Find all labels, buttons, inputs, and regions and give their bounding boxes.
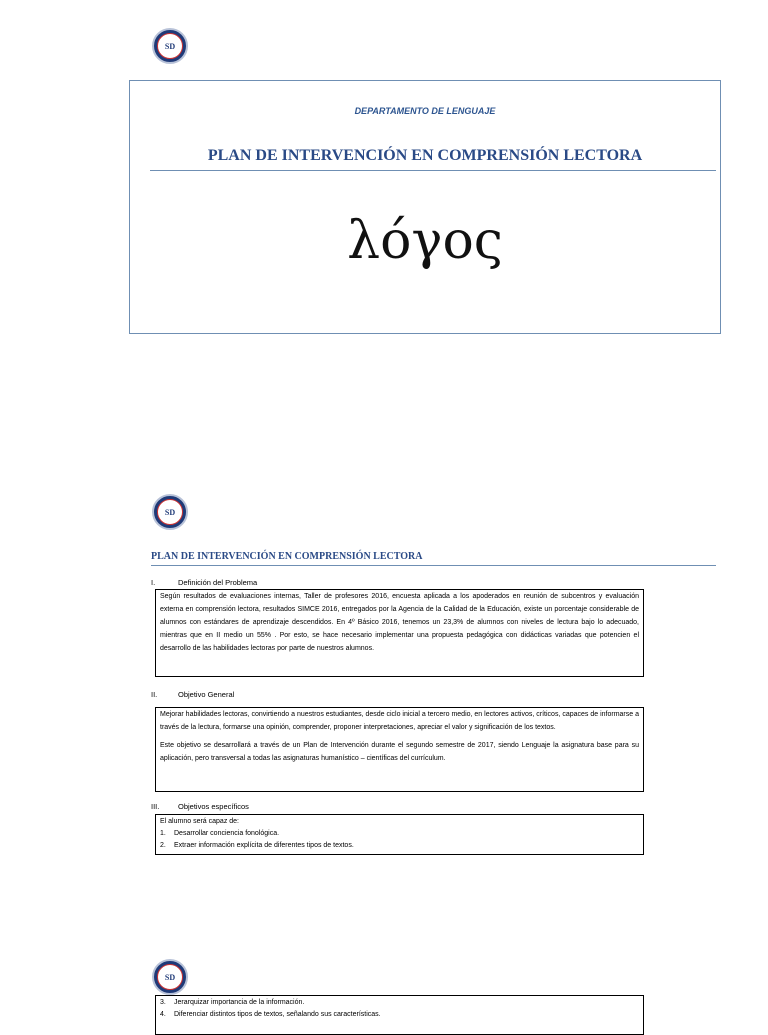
school-logo-text: SD (157, 964, 183, 990)
list-item-number: 4. (160, 1011, 166, 1018)
list-intro: El alumno será capaz de: (160, 818, 239, 825)
specific-objectives-continued-box (155, 995, 644, 1035)
section-heading (151, 578, 451, 588)
section-title: Definición del Problema (178, 578, 258, 587)
list-item-number: 3. (160, 999, 166, 1006)
list-item (160, 840, 639, 852)
cover-divider (150, 170, 716, 171)
section-number: III. (151, 802, 160, 811)
list-item-text: Desarrollar conciencia fonológica. (174, 830, 280, 837)
list-item-text: Jerarquizar importancia de la información. (174, 999, 305, 1006)
section-title: Objetivos específicos (178, 802, 249, 811)
school-logo-icon (152, 494, 188, 530)
school-logo-text: SD (157, 499, 183, 525)
list-item-number: 1. (160, 830, 166, 837)
school-logo-text: SD (157, 33, 183, 59)
problem-definition-box (155, 589, 644, 677)
department-label: DEPARTAMENTO DE LENGUAJE (354, 106, 496, 116)
page-title: PLAN DE INTERVENCIÓN EN COMPRENSIÓN LECTORA (151, 551, 423, 562)
paragraph: Según resultados de evaluaciones internas, Taller de profesores 2016, encuesta aplicada a los apoderados en reunión de subcentros y evaluación externa en comprensión lectora, resultados SIMCE 2016, entregados por la Agencia de la Calidad de la Educación, existe un porcentaje considerable de alumnos con estándares de aprendizaje descendidos. En 4º Básico 2016, tenemos un 23,3% de alumnos con niveles de lectura bajo lo adecuado, mientras que en II medio un 55% . Por esto, se hace necesario implementar una propuesta pedagógica con didácticas variadas que potencien el desarrollo de las habilidades lectoras por parte de nuestros alumnos. (160, 593, 639, 652)
specific-objectives-box (155, 814, 644, 855)
paragraph: Mejorar habilidades lectoras, convirtiendo a nuestros estudiantes, desde ciclo inicial a tercero medio, en lectores activos, críticos, capaces de informarse a través de la lectura, formarse una opinión, comprender, proponer interpretaciones, apreciar el valor y significación de los textos. (160, 711, 639, 731)
list-item (160, 1009, 639, 1021)
cover-box (129, 80, 721, 334)
school-logo-icon (152, 959, 188, 995)
section-title: Objetivo General (178, 690, 235, 699)
section-heading (151, 802, 451, 812)
list-item (160, 997, 639, 1009)
section-number: I. (151, 578, 156, 587)
greek-word: λόγος (347, 211, 503, 271)
list-item (160, 828, 639, 840)
list-item-text: Extraer información explícita de diferentes tipos de textos. (174, 842, 354, 849)
section-heading (151, 690, 451, 700)
title-divider (151, 565, 716, 566)
paragraph: Este objetivo se desarrollará a través de un Plan de Intervención durante el segundo semestre de 2017, siendo Lenguaje la asignatura base para su aplicación, pero transversal a todas las asignaturas humanístico – científicas del currículum. (160, 741, 639, 762)
general-objective-box (155, 707, 644, 792)
list-item-number: 2. (160, 842, 166, 849)
list-item-text: Diferenciar distintos tipos de textos, señalando sus características. (174, 1011, 381, 1018)
cover-title: PLAN DE INTERVENCIÓN EN COMPRENSIÓN LECTORA (207, 147, 643, 164)
section-number: II. (151, 690, 158, 699)
school-logo-icon (152, 28, 188, 64)
